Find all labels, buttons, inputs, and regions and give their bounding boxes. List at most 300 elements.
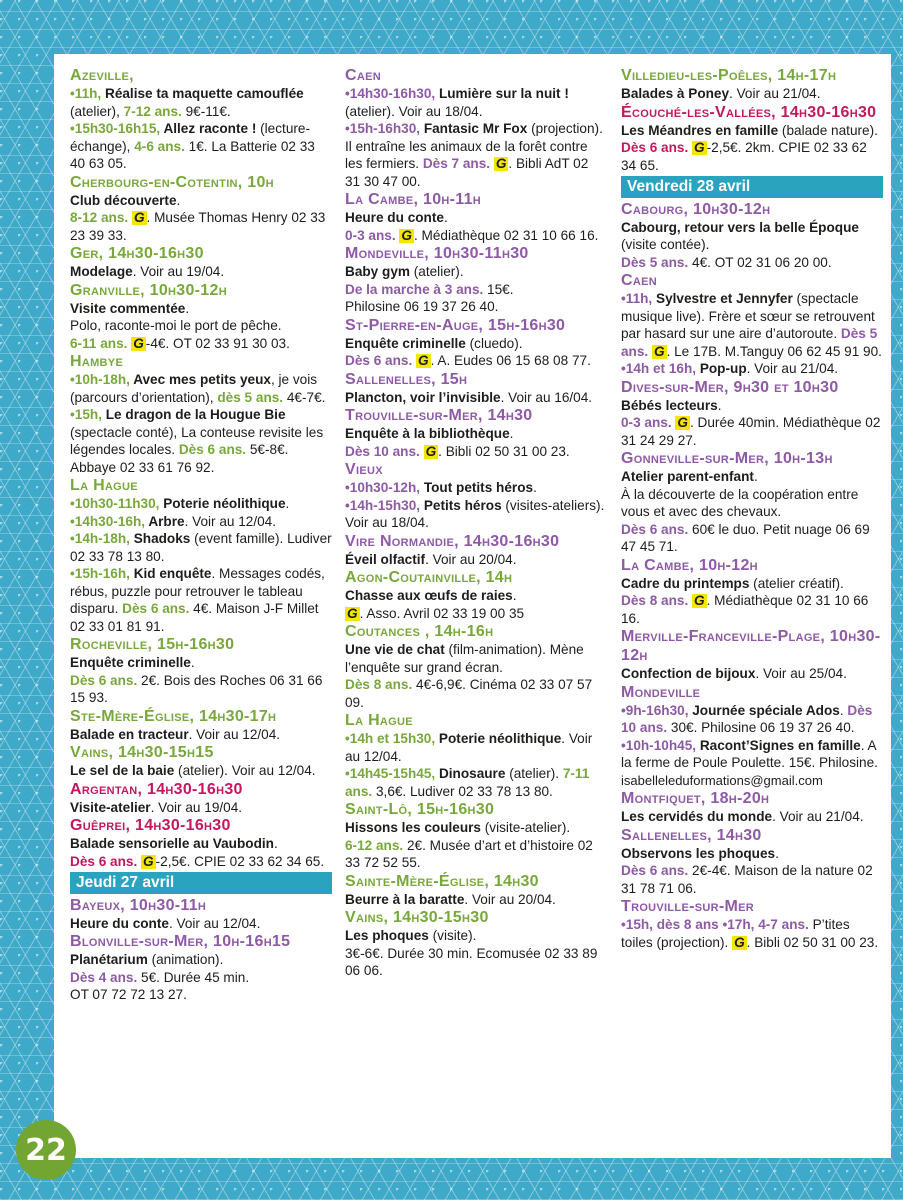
event-line	[345, 389, 607, 407]
event-line	[621, 468, 883, 486]
event-text: 5€-8€. Abbaye 02 33 61 76 92.	[70, 442, 289, 475]
event-line	[70, 915, 332, 933]
location-heading: Guêprei, 14h30-16h30	[70, 817, 231, 834]
event-text: 3€-6€. Durée 30 min. Ecomusée 02 33 89 06 06.	[345, 945, 598, 978]
event-text: Pop-up	[699, 361, 747, 376]
event-line	[70, 192, 332, 210]
location-heading: Hambye	[70, 353, 124, 370]
event-text: 0-3 ans.	[621, 415, 676, 430]
event-text: .	[839, 702, 848, 718]
event-text: Visite-atelier	[70, 799, 151, 815]
event-text: . Voir au 21/04.	[772, 809, 864, 824]
event-line	[621, 254, 883, 272]
event-text: Enquête à la bibliothèque	[345, 426, 510, 441]
event-text: Poterie néolithique	[438, 731, 562, 746]
event-line	[621, 592, 883, 627]
event-text: •10h-10h45,	[621, 737, 700, 753]
event-text: À la découverte de la coopération entre vous et avec des chevaux.	[621, 486, 859, 519]
event-text: .	[509, 426, 514, 441]
event-text: •14h et 16h,	[621, 361, 700, 376]
event-text: 0-3 ans.	[345, 227, 400, 243]
event-text: (atelier). Voir au 18/04.	[345, 103, 483, 119]
event-line	[621, 360, 883, 378]
event-line	[621, 772, 883, 790]
location-heading: La Hague	[345, 712, 413, 729]
event-text: .	[775, 845, 779, 861]
event-text: 2€. Musée d’art et d’histoire 02 33 72 52 55.	[345, 837, 593, 870]
event-text: .	[717, 397, 722, 413]
event-line	[345, 479, 607, 497]
event-text: .	[533, 480, 537, 495]
event-text: . Messages codés, rébus, puzzle pour retrouver le tableau disparu.	[70, 566, 325, 616]
event-line	[345, 676, 607, 711]
event-text: Racont’Signes en famille	[699, 737, 861, 753]
event-text: De la marche à 3 ans.	[345, 281, 484, 297]
event-text: 7-11 ans.	[345, 766, 590, 799]
event-text: . Voir au 25/04.	[755, 666, 847, 681]
event-text: Modelage	[70, 264, 133, 279]
event-text: •15h, dès 8 ans •17h, 4-7 ans.	[621, 917, 809, 932]
event-text: Fantasic Mr Fox	[423, 121, 528, 136]
event-text: Chasse aux œufs de raies	[345, 588, 513, 603]
event-line	[345, 425, 607, 443]
event-text: (visite-atelier).	[481, 820, 571, 835]
event-text: •15h-16h,	[70, 566, 134, 581]
event-text: OT 07 72 72 13 27.	[70, 987, 187, 1002]
event-text: Dès 6 ans.	[621, 863, 689, 878]
event-text: , je vois (parcours d’orientation),	[70, 372, 318, 405]
event-text: .	[273, 836, 278, 851]
event-text: . Voir au 12/04.	[188, 726, 281, 742]
location-heading: Écouché-les-Vallées, 14h30-16h30	[621, 103, 877, 121]
event-line	[345, 335, 607, 353]
event-text: . Voir au 19/04.	[132, 264, 225, 279]
event-text: . Voir au 19/04.	[150, 799, 243, 815]
location-heading: La Hague	[70, 477, 138, 494]
event-line	[345, 497, 607, 532]
event-text: .	[753, 469, 758, 484]
event-line	[345, 605, 607, 623]
event-line	[70, 762, 332, 780]
event-text: (spectacle conté), La conteuse revisite les légendes locales.	[70, 424, 324, 457]
event-line	[345, 837, 607, 872]
event-text: Cabourg, retour vers la belle Époque	[621, 219, 859, 235]
event-text: •10h30-11h30,	[70, 496, 164, 511]
event-text: 8-12 ans.	[70, 210, 132, 225]
event-line	[70, 726, 332, 744]
event-line	[345, 85, 607, 120]
g-free-icon: G	[133, 210, 145, 225]
event-text: Dès 10 ans.	[621, 702, 873, 735]
event-line	[70, 263, 332, 281]
event-line	[70, 317, 332, 335]
event-text: Dès 5 ans.	[621, 326, 878, 359]
event-text: . Voir au 21/04.	[729, 86, 821, 101]
event-text: Avec mes petits yeux	[133, 372, 271, 387]
location-heading: Coutances , 14h-16h	[345, 623, 494, 640]
event-text: •14h-18h,	[70, 531, 134, 546]
event-text: Confection de bijoux	[621, 666, 756, 681]
location-heading: Argentan, 14h30-16h30	[70, 780, 243, 798]
event-text: .	[285, 496, 290, 511]
column-1	[70, 66, 332, 1004]
event-text: .	[185, 300, 190, 316]
event-text: •14h30-16h,	[70, 513, 149, 529]
location-heading: Blonville-sur-Mer, 10h-16h15	[70, 933, 291, 950]
g-free-icon: G	[418, 353, 429, 368]
event-text: 2€-4€. Maison de la nature 02 31 78 71 06.	[621, 863, 873, 896]
event-line	[621, 916, 883, 951]
g-free-icon: G	[347, 605, 358, 621]
location-heading: Montfiquet, 18h-20h	[621, 790, 770, 807]
event-text: •14h45-15h45,	[345, 766, 439, 781]
event-text: •15h,	[70, 407, 106, 422]
location-heading: Gonneville-sur-Mer, 10h-13h	[621, 450, 833, 467]
event-line	[621, 397, 883, 415]
event-text: Dès 8 ans.	[621, 593, 693, 608]
g-free-icon: G	[694, 140, 705, 155]
location-heading: Granville, 10h30-12h	[70, 281, 227, 299]
event-line	[621, 521, 883, 556]
event-line	[621, 575, 883, 593]
event-line	[70, 969, 332, 987]
event-line	[345, 945, 607, 980]
event-text: Polo, raconte-moi le port de pêche.	[70, 318, 282, 333]
event-text: Sylvestre et Jennyfer	[656, 291, 793, 306]
event-text: . Médiathèque 02 31 10 66 16.	[413, 227, 599, 243]
location-heading: Azeville,	[70, 67, 134, 84]
location-heading: Vains, 14h30-15h15	[70, 744, 214, 761]
location-heading: Sainte-Mère-Église, 14h30	[345, 872, 539, 890]
event-text: Visite commentée	[70, 300, 186, 316]
event-line	[70, 853, 332, 871]
event-text: . Bibli 02 50 31 00 23.	[438, 443, 570, 459]
event-text: 1€. La Batterie 02 33 40 63 05.	[70, 138, 315, 171]
event-line	[621, 486, 883, 521]
event-line	[70, 371, 332, 406]
event-text: •14h-15h30,	[345, 497, 424, 513]
event-line	[621, 122, 883, 140]
event-line	[621, 808, 883, 826]
event-line	[621, 219, 883, 254]
column-2	[345, 66, 607, 980]
event-line	[345, 765, 607, 800]
event-text: Shadoks	[133, 531, 191, 546]
event-text: . Voir au 21/04.	[746, 361, 839, 376]
event-text: .	[443, 210, 448, 225]
event-text: Éveil olfactif	[345, 551, 426, 567]
event-text: Dinosaure	[438, 766, 506, 781]
event-line	[345, 641, 607, 676]
event-text: Cadre du printemps	[621, 575, 750, 591]
event-text: Observons les phoques	[621, 845, 776, 861]
event-text: 30€. Philosine 06 19 37 26 40.	[667, 720, 855, 735]
event-line	[345, 819, 607, 837]
event-text: Arbre	[148, 513, 185, 529]
event-text: Dès 7 ans.	[422, 156, 494, 171]
event-text: Balade en tracteur	[70, 726, 189, 742]
event-text: Balade sensorielle au Vaubodin	[70, 836, 274, 851]
event-line	[621, 702, 883, 737]
event-line	[345, 281, 607, 299]
event-text: (atelier),	[70, 103, 124, 119]
event-line	[70, 672, 332, 707]
event-text: -4€. OT 02 33 91 30 03.	[145, 335, 290, 351]
event-text: Dès 6 ans.	[621, 140, 693, 155]
event-text: •9h-16h30,	[621, 702, 693, 718]
event-text: Le sel de la baie	[70, 763, 175, 778]
event-text: Dès 6 ans.	[178, 442, 247, 457]
event-line	[70, 530, 332, 565]
g-free-icon: G	[653, 343, 665, 359]
event-text: . Musée Thomas Henry 02 33 23 39 33.	[70, 210, 326, 243]
event-text: •14h30-16h30,	[345, 86, 439, 101]
event-text: Une vie de chat	[345, 642, 445, 657]
location-heading: Cabourg, 10h30-12h	[621, 200, 771, 218]
event-text: (spectacle musique live). Frère et sœur se retrouvent par hasard sur une aire d’autoroute.	[621, 291, 875, 341]
event-text: -2,5€. 2km. CPIE 02 33 62 34 65.	[621, 140, 867, 173]
event-text: •10h-18h,	[70, 372, 134, 387]
event-line	[70, 513, 332, 531]
event-line	[70, 986, 332, 1004]
event-text: (atelier).	[409, 264, 464, 279]
g-free-icon: G	[401, 227, 412, 243]
event-text: •14h et 15h30,	[345, 731, 439, 746]
event-text: . A. Eudes 06 15 68 08 77.	[430, 353, 591, 368]
event-line	[345, 891, 607, 909]
event-text: Allez raconte !	[163, 121, 257, 136]
event-line	[345, 298, 607, 316]
event-text: P’tites toiles (projection).	[621, 917, 850, 950]
event-text: (event famille). Ludiver 02 33 78 13 80.	[70, 531, 332, 564]
event-text: (lecture-échange),	[70, 121, 310, 154]
event-text: Heure du conte	[345, 210, 444, 225]
event-line	[345, 730, 607, 765]
g-free-icon: G	[133, 335, 144, 351]
location-heading: Vieux	[345, 461, 383, 478]
event-text: (projection). Il entraîne les animaux de la forêt contre les fermiers.	[345, 121, 603, 171]
event-text: (film-animation). Mène l’enquête sur grand écran.	[345, 642, 584, 675]
event-text: . Voir au 20/04.	[464, 891, 556, 907]
event-text: Enquête criminelle	[345, 335, 466, 351]
event-line	[70, 951, 332, 969]
event-line	[345, 587, 607, 605]
event-text: Dès 6 ans.	[345, 353, 417, 368]
g-free-icon: G	[694, 593, 705, 608]
event-text: . Médiathèque 02 31 10 66 16.	[621, 593, 869, 626]
event-text: Hissons les couleurs	[345, 820, 481, 835]
location-heading: Sallenelles, 15h	[345, 370, 468, 388]
location-heading: Vains, 14h30-15h30	[345, 909, 489, 926]
location-heading: Trouville-sur-Mer, 14h30	[345, 407, 533, 424]
event-text: .	[190, 655, 195, 670]
event-line	[70, 300, 332, 318]
event-line	[70, 120, 332, 173]
event-line	[70, 209, 332, 244]
event-line	[621, 85, 883, 103]
event-text: . Voir au 12/04.	[345, 731, 593, 764]
event-line	[70, 406, 332, 476]
g-free-icon: G	[425, 443, 437, 459]
location-heading: Ger, 14h30-16h30	[70, 245, 204, 262]
event-text: Dès 6 ans.	[122, 601, 190, 616]
event-text: Réalise ta maquette camouflée	[105, 86, 304, 101]
event-text: 4€. Maison J-F Millet 02 33 01 81 91.	[70, 601, 319, 634]
event-text: Lumière sur la nuit !	[438, 86, 569, 101]
location-heading: La Cambe, 10h-12h	[621, 556, 758, 574]
event-text: 4-6 ans.	[134, 138, 185, 154]
day-header: Vendredi 28 avril	[621, 176, 883, 198]
event-text: 3,6€. Ludiver 02 33 78 13 80.	[372, 783, 553, 799]
event-text: 5€. Durée 45 min.	[137, 969, 250, 985]
event-text: Philosine 06 19 37 26 40.	[345, 299, 499, 314]
event-text: Planétarium	[70, 952, 148, 967]
event-line	[345, 263, 607, 281]
event-text: 7-12 ans.	[123, 103, 182, 119]
event-text: (animation).	[147, 952, 224, 967]
g-free-icon: G	[143, 853, 154, 869]
event-text: . Le 17B. M.Tanguy 06 62 45 91 90.	[666, 343, 882, 359]
event-text: (atelier créatif).	[749, 575, 844, 591]
event-text: Les Méandres en famille	[621, 122, 779, 138]
event-text: •15h30-16h15,	[70, 121, 164, 136]
event-line	[621, 862, 883, 897]
g-free-icon: G	[734, 934, 745, 950]
event-text: Heure du conte	[70, 915, 169, 931]
location-heading: Trouville-sur-Mer	[621, 898, 754, 915]
event-text: 60€ le duo. Petit nuage 06 69 47 45 71.	[621, 521, 870, 554]
event-text: . Voir au 16/04.	[500, 389, 593, 405]
column-3	[621, 66, 883, 951]
event-text: Baby gym	[345, 264, 410, 279]
event-line	[621, 290, 883, 360]
location-heading: Mondeville, 10h30-11h30	[345, 245, 529, 262]
event-text: Bébés lecteurs	[621, 397, 718, 413]
event-text: (atelier).	[505, 766, 563, 781]
event-text: . Bibli AdT 02 31 30 47 00.	[345, 156, 589, 189]
event-text: (cluedo).	[465, 335, 523, 351]
event-text: (atelier). Voir au 12/04.	[174, 763, 316, 778]
event-line	[345, 551, 607, 569]
event-text: Kid enquête	[133, 566, 212, 581]
event-text: Balades à Poney	[621, 86, 730, 101]
event-text: dès 5 ans.	[217, 389, 284, 405]
event-text: 4€. OT 02 31 06 20 00.	[688, 254, 832, 270]
event-text: -2,5€. CPIE 02 33 62 34 65.	[155, 853, 325, 869]
event-text: 4€-6,9€. Cinéma 02 33 07 57 09.	[345, 677, 593, 710]
event-text: isabelleleduformations@gmail.com	[621, 772, 823, 788]
location-heading: St-Pierre-en-Auge, 15h-16h30	[345, 316, 566, 334]
event-text: . Bibli 02 50 31 00 23.	[746, 934, 879, 950]
event-text: Beurre à la baratte	[345, 891, 465, 907]
event-text: (visites-ateliers). Voir au 18/04.	[345, 497, 605, 530]
event-line	[345, 352, 607, 370]
page-number-badge	[16, 1120, 76, 1180]
location-heading: Caen	[621, 272, 657, 289]
event-line	[70, 835, 332, 853]
event-text: . Voir au 20/04.	[425, 551, 517, 567]
event-text: Dès 8 ans.	[345, 677, 413, 692]
location-heading: Mondeville	[621, 683, 701, 701]
location-heading: Villedieu-les-Poêles, 14h-17h	[621, 67, 837, 84]
event-text: •10h30-12h,	[345, 480, 424, 495]
event-text: .	[176, 192, 181, 208]
g-free-icon: G	[495, 156, 507, 171]
location-heading: Caen	[345, 67, 381, 84]
location-heading: Ste-Mère-Église, 14h30-17h	[70, 707, 277, 725]
event-text: Dès 4 ans.	[70, 969, 138, 985]
event-text: 6-12 ans.	[345, 837, 404, 853]
event-line	[70, 654, 332, 672]
event-text: . Durée 40min. Médiathèque 02 31 24 29 27.	[621, 415, 881, 448]
event-line	[621, 665, 883, 683]
event-text: .	[512, 588, 517, 603]
event-text: Tout petits héros	[423, 480, 534, 495]
event-text: Journée spéciale Ados	[692, 702, 840, 718]
event-text: Dès 6 ans.	[621, 521, 689, 537]
event-text: Plancton, voir l’invisible	[345, 389, 501, 405]
event-line	[621, 737, 883, 772]
event-line	[621, 845, 883, 863]
location-heading: Dives-sur-Mer, 9h30 et 10h30	[621, 378, 839, 396]
event-text: Enquête criminelle	[70, 655, 191, 670]
event-text: Dès 6 ans.	[70, 853, 142, 869]
event-line	[345, 927, 607, 945]
location-heading: La Cambe, 10h-11h	[345, 191, 482, 208]
event-text: 6-11 ans.	[70, 335, 132, 351]
event-text: •15h-16h30,	[345, 121, 424, 136]
event-line	[345, 227, 607, 245]
location-heading: Vire Normandie, 14h30-16h30	[345, 532, 560, 550]
event-text: . Voir au 12/04.	[168, 915, 261, 931]
location-heading: Merville-Franceville-Plage, 10h30-12h	[621, 628, 881, 664]
event-text: 4€-7€.	[283, 389, 326, 405]
event-text: Dès 5 ans.	[621, 254, 689, 270]
event-text: 15€.	[483, 281, 514, 297]
day-header: Jeudi 27 avril	[70, 872, 332, 894]
event-text: (balade nature).	[778, 122, 878, 138]
event-text: Dès 6 ans.	[70, 672, 138, 688]
event-line	[345, 120, 607, 190]
event-line	[70, 799, 332, 817]
event-text: Les phoques	[345, 928, 429, 943]
agenda-page	[54, 54, 891, 1158]
event-text: Les cervidés du monde	[621, 809, 773, 824]
event-line	[621, 139, 883, 174]
event-text: Poterie néolithique	[163, 496, 286, 511]
event-text: Petits héros	[423, 497, 502, 513]
event-line	[70, 495, 332, 513]
event-text: (visite).	[428, 928, 477, 943]
event-line	[70, 85, 332, 120]
location-heading: Bayeux, 10h30-11h	[70, 896, 207, 914]
location-heading: Cherbourg-en-Cotentin, 10h	[70, 173, 274, 191]
event-text: (visite contée).	[621, 237, 710, 252]
event-text: . A la ferme de Poule Poulette. 15€. Philosine.	[621, 737, 878, 770]
event-text: 9€-11€.	[181, 103, 231, 119]
event-text: Le dragon de la Hougue Bie	[105, 407, 286, 422]
location-heading: Agon-Coutainville, 14h	[345, 569, 513, 586]
location-heading: Saint-Lô, 15h-16h30	[345, 801, 495, 818]
location-heading: Sallenelles, 14h30	[621, 826, 762, 844]
event-line	[70, 565, 332, 635]
event-text: 2€. Bois des Roches 06 31 66 15 93.	[70, 672, 323, 705]
event-text: Atelier parent-enfant	[621, 469, 754, 484]
event-line	[621, 414, 883, 449]
event-text: . Voir au 12/04.	[184, 513, 277, 529]
event-text: Club découverte	[70, 192, 177, 208]
event-line	[345, 209, 607, 227]
